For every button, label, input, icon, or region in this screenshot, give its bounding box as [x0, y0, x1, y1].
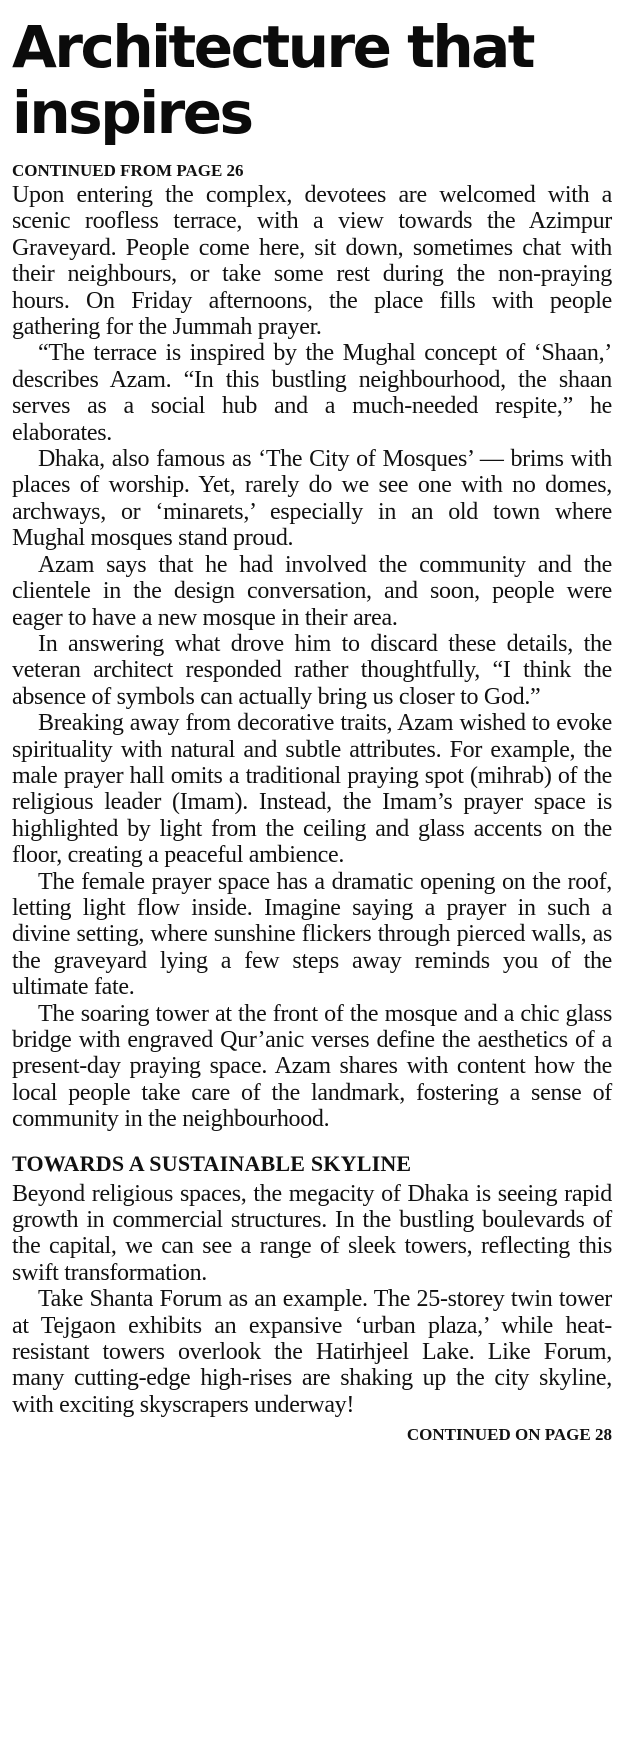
article [12, 14, 612, 1446]
paragraph: Take Shanta Forum as an example. The 25-storey twin tower at Tejgaon exhibits an expansive ‘urban plaza,’ while heat-resistant towers overlook the Hatirhjeel Lake. Like Forum, many cutting-edge high-rises are shaking up the city skyline, with exciting skyscrapers underway! [12, 1286, 612, 1418]
paragraph: Beyond religious spaces, the megacity of Dhaka is seeing rapid growth in commercial structures. In the bustling boulevards of the capital, we can see a range of sleek towers, reflecting this swift transformation. [12, 1180, 612, 1286]
continued-on-label: CONTINUED ON PAGE 28 [406, 1425, 612, 1445]
paragraph: “The terrace is inspired by the Mughal concept of ‘Shaan,’ describes Azam. “In this bustling neighbourhood, the shaan serves as a social hub and a much-needed respite,” he elaborates. [12, 340, 612, 446]
article-body-section-2 [12, 1181, 612, 1419]
paragraph: Azam says that he had involved the community and the clientele in the design conversation, and soon, people were eager to have a new mosque in their area. [12, 551, 612, 631]
paragraph: In answering what drove him to discard these details, the veteran architect responded rather thoughtfully, “I think the absence of symbols can actually bring us closer to God.” [12, 630, 612, 710]
headline: Architecture that inspires [12, 13, 534, 147]
paragraph: Upon entering the complex, devotees are welcomed with a scenic roofless terrace, with a view towards the Azimpur Graveyard. People come here, sit down, sometimes chat with their neighbours, or take some rest during the non-praying hours. On Friday afternoons, the place fills with people gathering for the Jummah prayer. [12, 182, 612, 341]
article-body [12, 182, 612, 1133]
paragraph: The soaring tower at the front of the mosque and a chic glass bridge with engraved Qur’anic verses define the aesthetics of a present-day praying space. Azam shares with content how the local people take care of the landmark, fostering a sense of community in the neighbourhood. [12, 1000, 612, 1133]
paragraph: The female prayer space has a dramatic opening on the roof, letting light flow inside. Imagine saying a prayer in such a divine setting, where sunshine flickers through pierced walls, as the graveyard lying a few steps away reminds you of the ultimate fate. [12, 868, 612, 1001]
paragraph: Dhaka, also famous as ‘The City of Mosques’ — brims with places of worship. Yet, rarely do we see one with no domes, archways, or ‘minarets,’ especially in an old town where Mughal mosques stand proud. [12, 446, 612, 552]
section-subhead: TOWARDS A SUSTAINABLE SKYLINE [12, 1150, 412, 1176]
continued-from-label: CONTINUED FROM PAGE 26 [12, 161, 244, 180]
paragraph: Breaking away from decorative traits, Azam wished to evoke spirituality with natural and subtle attributes. For example, the male prayer hall omits a traditional praying spot (mihrab) of the religious leader (Imam). Instead, the Imam’s prayer space is highlighted by light from the ceiling and glass accents on the floor, creating a peaceful ambience. [12, 710, 612, 869]
